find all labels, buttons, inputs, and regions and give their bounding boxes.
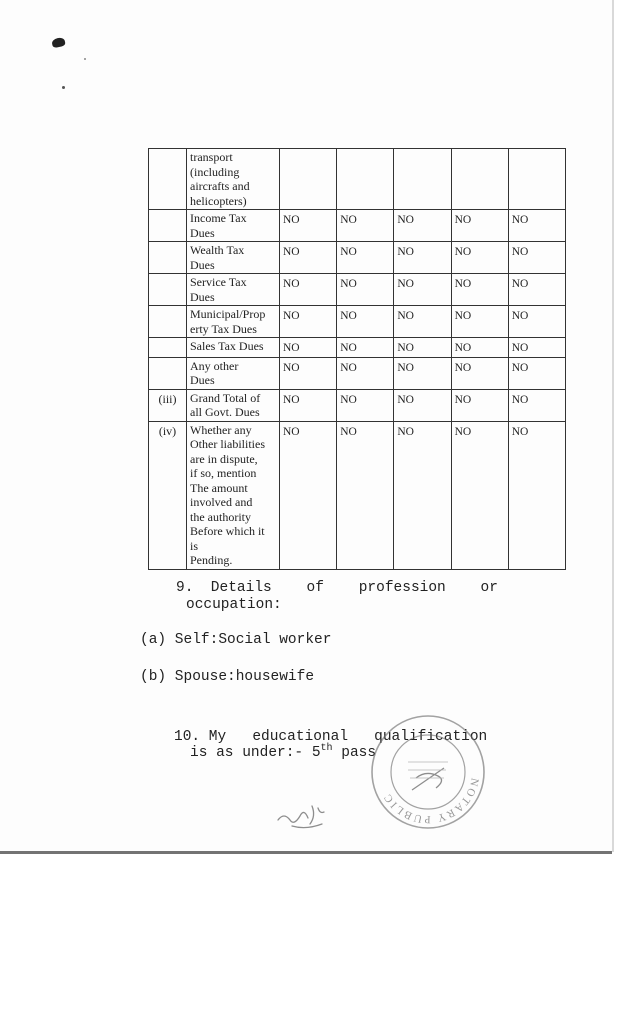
value-cell: NO	[280, 242, 337, 274]
description-line: erty Tax Dues	[190, 321, 257, 336]
description-line: Wealth Tax	[190, 243, 245, 257]
description-line: Other liabilities	[190, 437, 265, 451]
section-10-heading-cont	[190, 745, 376, 761]
description-line: Dues	[190, 373, 215, 387]
value-cell: NO	[508, 242, 565, 274]
value-cell: NO	[337, 242, 394, 274]
table-row	[149, 242, 566, 274]
value-cell: NO	[394, 357, 451, 389]
row-number	[149, 338, 187, 358]
row-number	[149, 306, 187, 338]
value-cell: NO	[451, 338, 508, 358]
description-line: Grand Total of	[190, 390, 261, 405]
signature-mark	[272, 796, 332, 832]
value-cell: NO	[337, 274, 394, 306]
value-cell: NO	[394, 421, 451, 569]
value-cell: NO	[280, 357, 337, 389]
description-line: is	[190, 538, 199, 553]
row-number	[149, 242, 187, 274]
description-line: Sales Tax Dues	[190, 339, 264, 353]
value-cell: NO	[508, 274, 565, 306]
value-cell: NO	[394, 274, 451, 306]
value-cell	[337, 149, 394, 210]
notary-seal-icon	[368, 712, 488, 832]
self-occupation: (a) Self:Social worker	[140, 632, 332, 648]
value-cell: NO	[451, 210, 508, 242]
row-number	[149, 210, 187, 242]
value-cell: NO	[508, 357, 565, 389]
value-cell: NO	[337, 389, 394, 421]
table-row	[149, 210, 566, 242]
section-10-superscript: th	[320, 743, 333, 755]
description-line: transport	[190, 150, 233, 164]
description-line: Service Tax	[190, 275, 247, 289]
value-cell: NO	[280, 274, 337, 306]
scan-speck	[62, 86, 65, 89]
page-edge	[0, 851, 612, 854]
description-line: Dues	[190, 257, 215, 272]
row-number: (iii)	[149, 389, 187, 421]
value-cell	[280, 149, 337, 210]
row-description	[187, 274, 280, 306]
table-row	[149, 389, 566, 421]
row-description	[187, 306, 280, 338]
row-number	[149, 149, 187, 210]
description-line: Before which it	[190, 524, 265, 538]
description-line: Pending.	[190, 553, 233, 567]
description-line: Municipal/Prop	[190, 307, 266, 321]
row-number	[149, 357, 187, 389]
row-description	[187, 357, 280, 389]
table-row	[149, 149, 566, 210]
value-cell: NO	[394, 242, 451, 274]
table-row	[149, 306, 566, 338]
row-number	[149, 274, 187, 306]
value-cell: NO	[508, 338, 565, 358]
row-number: (iv)	[149, 421, 187, 569]
description-line: (including	[190, 164, 240, 179]
description-line: Whether any	[190, 422, 252, 437]
value-cell: NO	[451, 306, 508, 338]
scan-speck	[84, 58, 86, 60]
row-description	[187, 149, 280, 210]
section-10-prefix: is as under:- 5	[190, 745, 321, 761]
value-cell: NO	[451, 389, 508, 421]
description-line: are in dispute,	[190, 451, 258, 466]
description-line: all Govt. Dues	[190, 405, 260, 419]
value-cell: NO	[337, 338, 394, 358]
description-line: if so, mention	[190, 466, 257, 480]
value-cell: NO	[280, 210, 337, 242]
description-line: The amount	[190, 480, 248, 495]
table-row	[149, 274, 566, 306]
table-row	[149, 421, 566, 569]
value-cell: NO	[280, 338, 337, 358]
section-10-suffix: pass	[332, 745, 377, 761]
description-line: involved and	[190, 495, 253, 509]
table-row	[149, 357, 566, 389]
value-cell: NO	[451, 242, 508, 274]
value-cell: NO	[451, 274, 508, 306]
value-cell: NO	[394, 210, 451, 242]
section-9-line-2: occupation:	[186, 597, 282, 613]
value-cell: NO	[337, 421, 394, 569]
description-line: Dues	[190, 289, 215, 304]
value-cell	[451, 149, 508, 210]
value-cell: NO	[337, 357, 394, 389]
value-cell	[508, 149, 565, 210]
stamp-text: NOTARY PUBLIC	[380, 776, 481, 826]
row-description	[187, 210, 280, 242]
value-cell: NO	[394, 338, 451, 358]
description-line: Income Tax	[190, 211, 247, 225]
value-cell	[394, 149, 451, 210]
value-cell: NO	[280, 389, 337, 421]
row-description	[187, 389, 280, 421]
spouse-occupation: (b) Spouse:housewife	[140, 669, 315, 685]
section-9-heading	[176, 580, 498, 596]
value-cell: NO	[508, 210, 565, 242]
value-cell: NO	[394, 389, 451, 421]
value-cell: NO	[337, 210, 394, 242]
value-cell: NO	[337, 306, 394, 338]
value-cell: NO	[280, 421, 337, 569]
section-9-heading-cont	[186, 597, 282, 613]
description-line: the authority	[190, 509, 251, 524]
value-cell: NO	[508, 421, 565, 569]
description-line: Any other	[190, 358, 239, 373]
description-line: Dues	[190, 225, 215, 240]
description-line: aircrafts and	[190, 179, 250, 193]
section-9-line-1: 9. Details of profession or	[176, 580, 498, 596]
scan-speck	[51, 37, 66, 49]
row-description	[187, 421, 280, 569]
value-cell: NO	[508, 306, 565, 338]
liabilities-table	[148, 148, 566, 570]
value-cell: NO	[508, 389, 565, 421]
value-cell: NO	[280, 306, 337, 338]
value-cell: NO	[394, 306, 451, 338]
description-line: helicopters)	[190, 193, 247, 208]
value-cell: NO	[451, 421, 508, 569]
section-10-line-1: 10. My educational qualification	[174, 729, 488, 745]
row-description	[187, 242, 280, 274]
row-description	[187, 338, 280, 358]
table-row	[149, 338, 566, 358]
value-cell: NO	[451, 357, 508, 389]
